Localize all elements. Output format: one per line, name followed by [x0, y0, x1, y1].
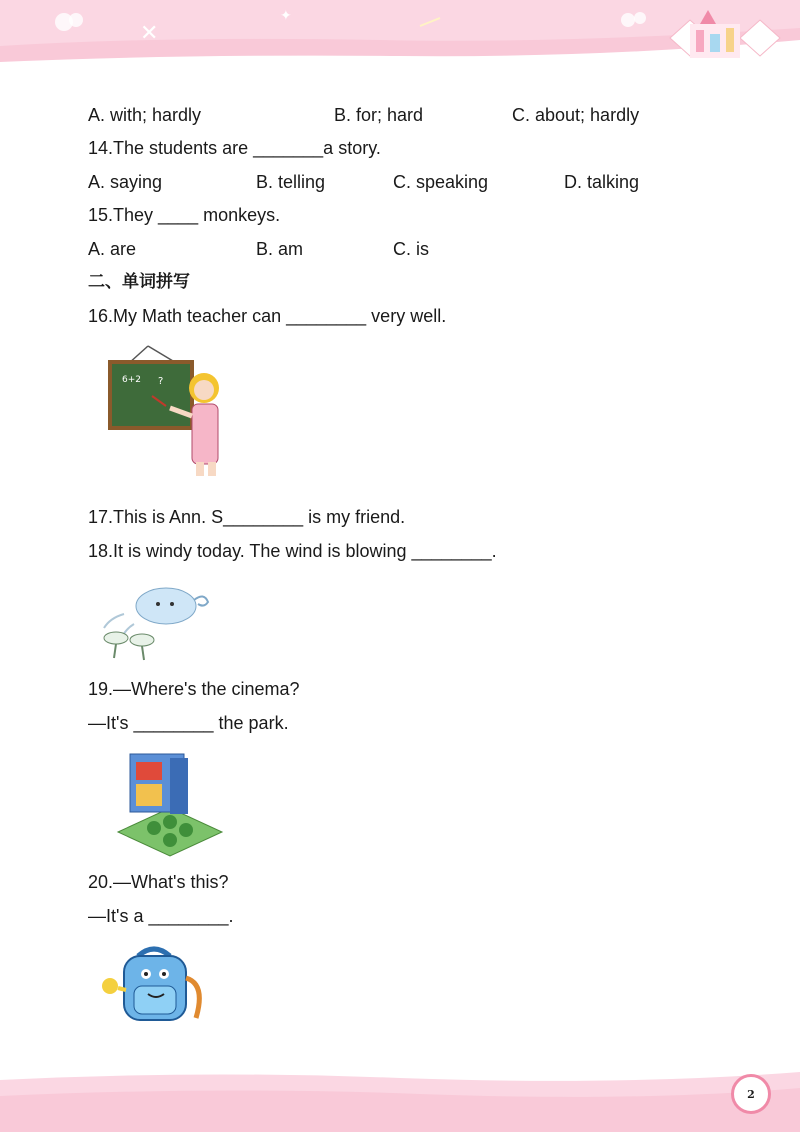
- windy-cloud-illustration: [94, 580, 214, 662]
- svg-text:✦: ✦: [280, 8, 292, 24]
- svg-text:?: ?: [158, 376, 164, 387]
- q19-question: 19.—Where's the cinema?: [88, 679, 300, 699]
- q13-option-c: C. about; hardly: [512, 105, 640, 125]
- q14-option-c: C. speaking: [393, 172, 489, 192]
- section-title: 二、单词拼写: [88, 272, 190, 292]
- q15-option-a: A. are: [88, 239, 137, 259]
- header-decoration: [0, 0, 800, 70]
- q14-option-d: D. talking: [564, 172, 640, 192]
- q14-option-b: B. telling: [256, 172, 326, 192]
- q18-stem: 18.It is windy today. The wind is blowing ________.: [88, 541, 497, 561]
- schoolbag-illustration: [98, 942, 212, 1032]
- q14-stem: 14.The students are _______a story.: [88, 138, 381, 158]
- svg-text:6+2: 6+2: [122, 375, 141, 385]
- q13-option-b: B. for; hard: [334, 105, 424, 125]
- q20-question: 20.—What's this?: [88, 872, 229, 892]
- q15-option-c: C. is: [393, 239, 429, 259]
- svg-text:✕: ✕: [140, 21, 159, 46]
- q20-answer: —It's a ________.: [88, 906, 234, 926]
- q15-option-b: B. am: [256, 239, 304, 259]
- q14-option-a: A. saying: [88, 172, 163, 192]
- cinema-park-illustration: [114, 748, 226, 860]
- page-number: 2: [731, 1074, 771, 1114]
- q15-stem: 15.They ____ monkeys.: [88, 205, 281, 225]
- q16-stem: 16.My Math teacher can ________ very well.: [88, 306, 447, 326]
- teacher-blackboard-illustration: [108, 344, 232, 484]
- footer-decoration: [0, 1062, 800, 1132]
- q13-option-a: A. with; hardly: [88, 105, 202, 125]
- q17-stem: 17.This is Ann. S________ is my friend.: [88, 507, 406, 527]
- q19-answer: —It's ________ the park.: [88, 713, 289, 733]
